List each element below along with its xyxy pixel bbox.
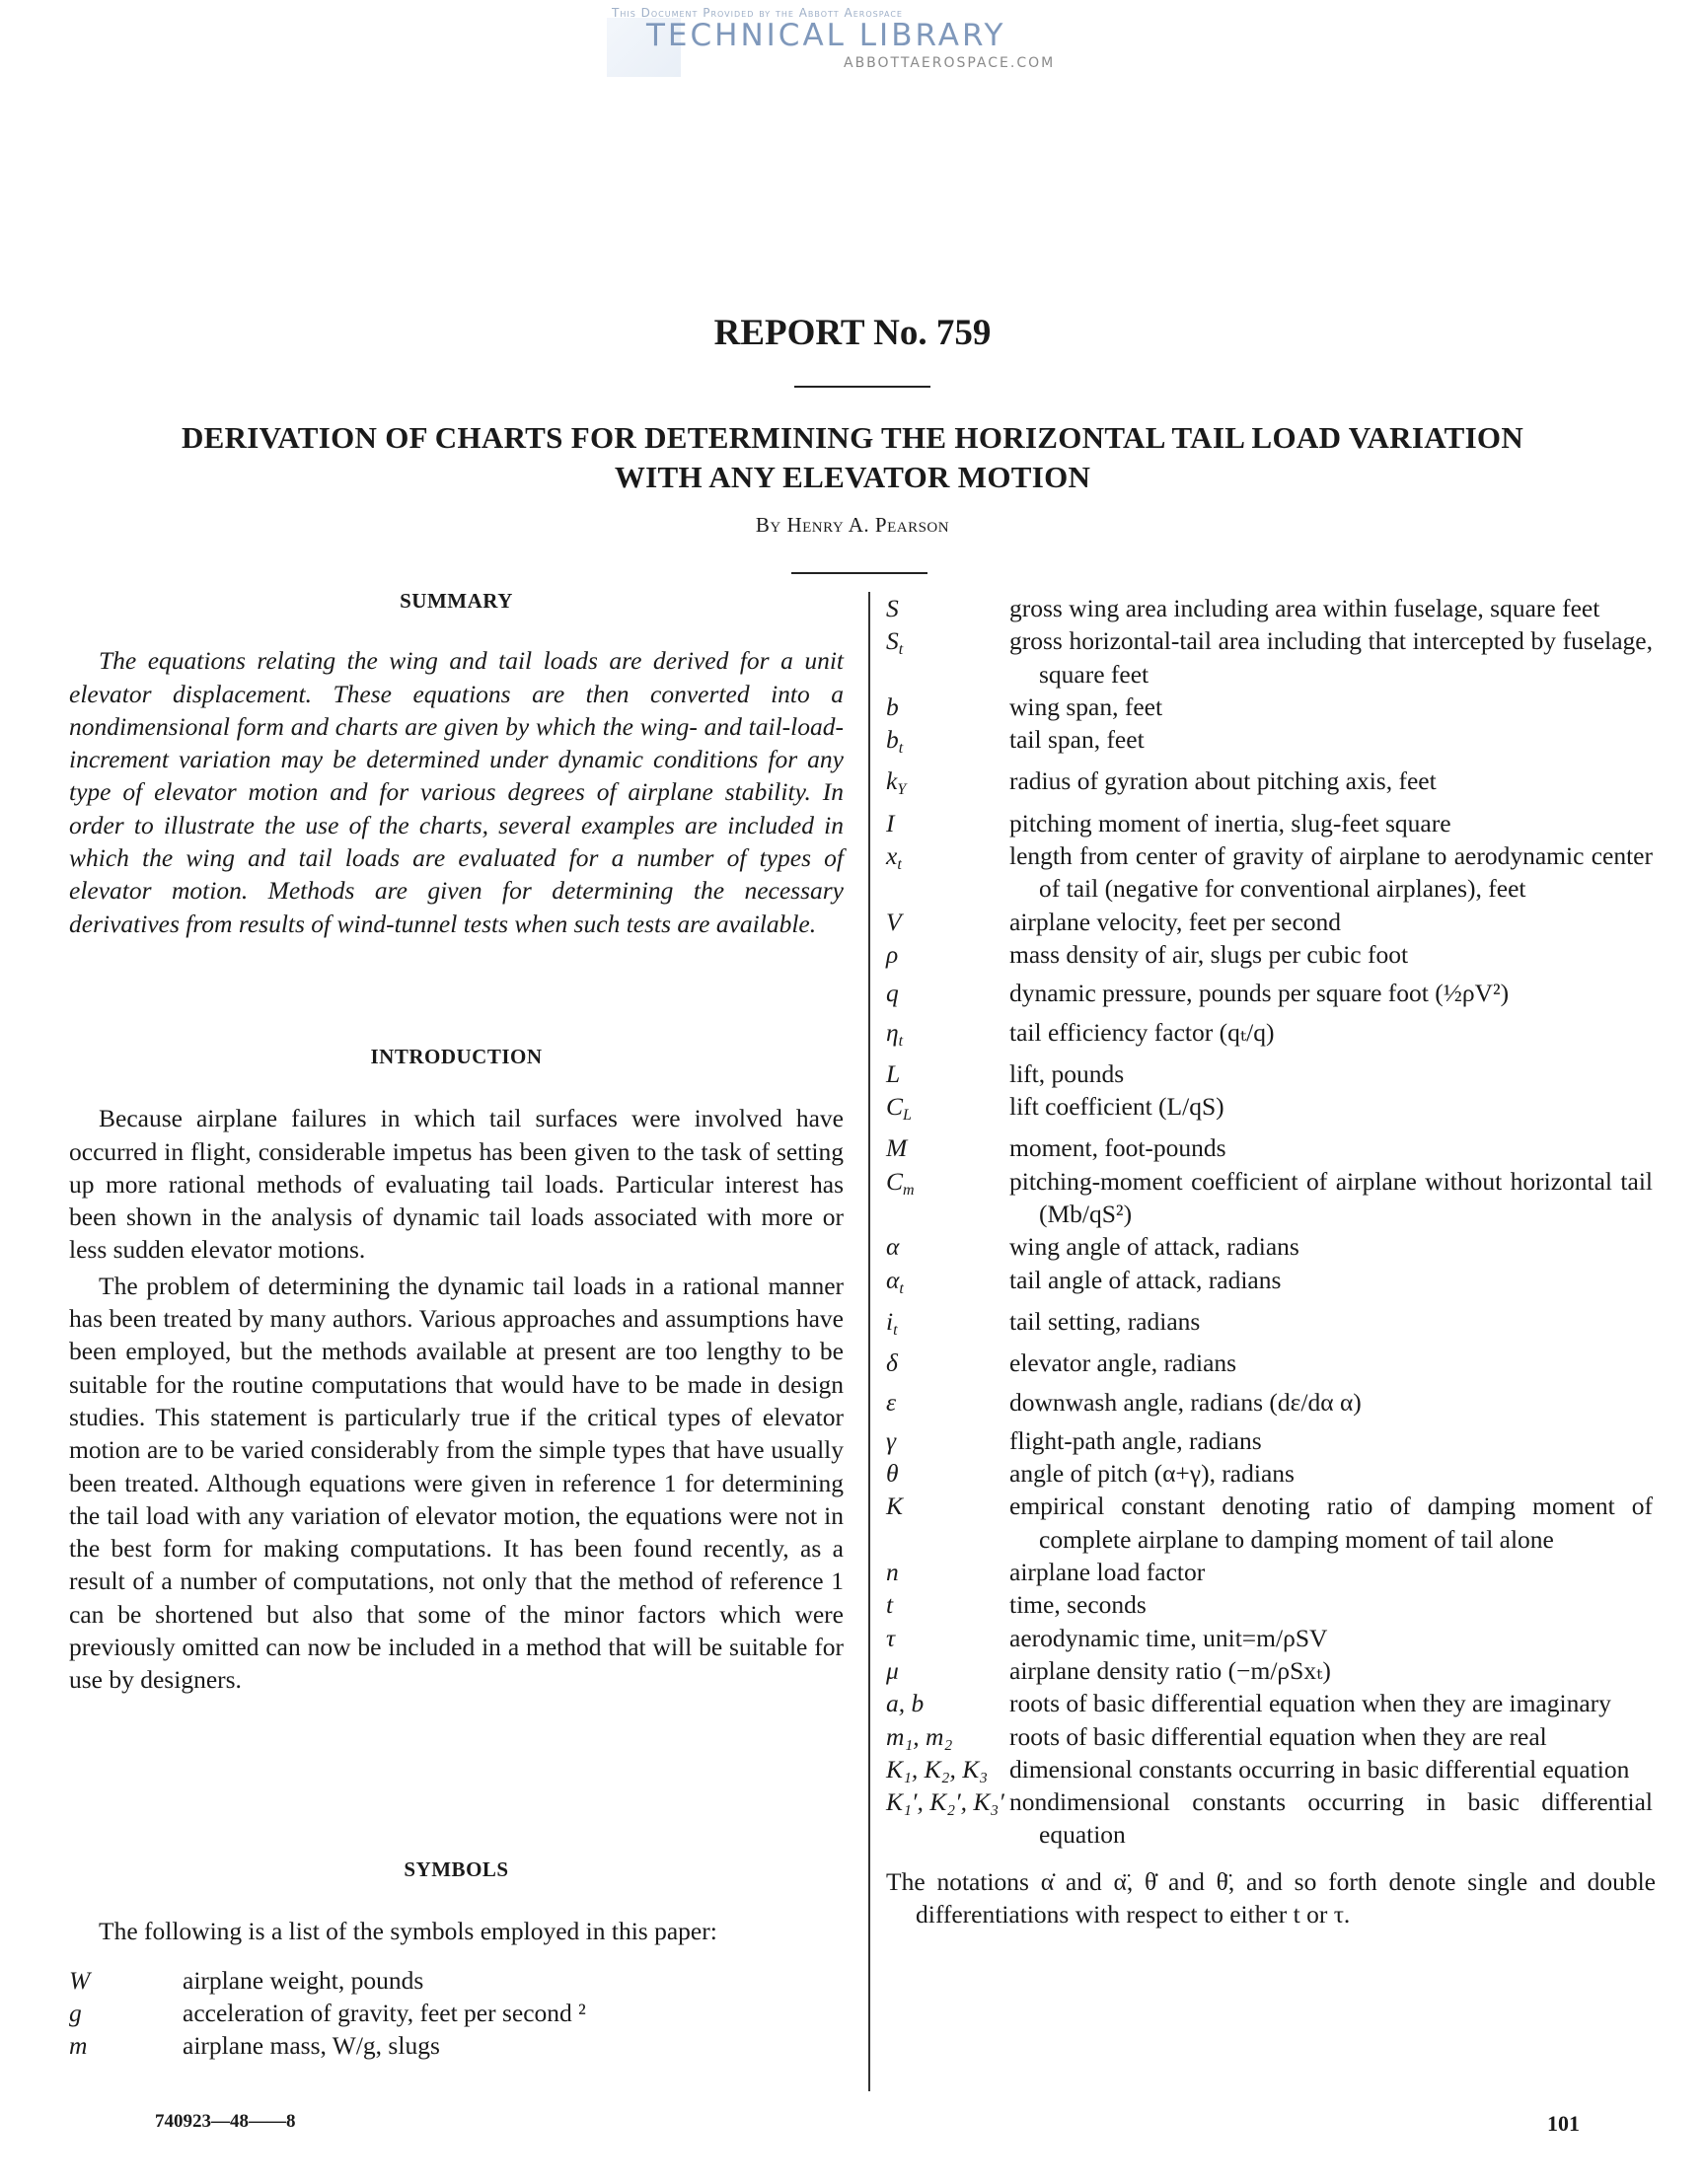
symbol-entry <box>886 1654 1656 1687</box>
symbol-entry <box>886 592 1656 624</box>
symbol-base: V <box>886 907 902 936</box>
symbol-base: γ <box>886 1425 897 1455</box>
symbol-entry <box>886 938 1656 971</box>
report-number: REPORT No. 759 <box>713 313 992 353</box>
symbol-description: tail efficiency factor (qₜ/q) <box>1009 1017 1275 1047</box>
symbol <box>886 764 1009 806</box>
symbol-description: mass density of air, slugs per cubic foot <box>1009 939 1409 969</box>
symbol-base: η <box>886 1017 899 1047</box>
symbol-description: acceleration of gravity, feet per second ² <box>183 1998 586 2027</box>
symbol <box>886 1165 1009 1231</box>
symbol-description: lift coefficient (L/qS) <box>1009 1092 1224 1122</box>
symbol-entry <box>886 1720 1656 1753</box>
symbols-section <box>69 1854 844 2062</box>
symbol <box>69 2029 183 2062</box>
symbol-base: n <box>886 1558 899 1587</box>
symbol-base: K₁′, K₂′, K₃′ <box>886 1787 1004 1817</box>
symbol-base: I <box>886 808 895 837</box>
symbol-base: L <box>886 1058 901 1088</box>
watermark-logo <box>592 4 1135 79</box>
symbol <box>886 592 1009 624</box>
symbol-subscript: t <box>898 1032 904 1050</box>
watermark-line2: TECHNICAL LIBRARY <box>646 18 1006 53</box>
symbol <box>886 1347 1009 1379</box>
symbol <box>886 839 1009 906</box>
symbols-list-left <box>69 1964 844 2063</box>
symbol-entry <box>886 1622 1656 1654</box>
symbol-base: m <box>69 2031 88 2061</box>
symbol-entry <box>886 1457 1656 1490</box>
symbol <box>886 1264 1009 1305</box>
symbol-base: M <box>886 1133 908 1163</box>
symbol-base: K <box>886 1492 904 1521</box>
symbol <box>886 1424 1009 1457</box>
symbol-description: moment, foot-pounds <box>1009 1133 1226 1163</box>
symbol-description: roots of basic differential equation when they are real <box>1009 1721 1547 1751</box>
introduction-heading: INTRODUCTION <box>370 1045 543 1068</box>
symbol-entry <box>886 624 1656 691</box>
symbol-base: C <box>886 1092 904 1122</box>
intro-paragraph: Because airplane failures in which tail surfaces were involved have occurred in flight, considerable impetus has been given to the task of setting up more rational methods of evaluating tail loads. Particular interest has been shown in the analysis of dynamic tail loads associated with more or less sudden elevator motions. <box>69 1104 844 1265</box>
symbol-entry <box>886 691 1656 723</box>
symbol-description: gross wing area including area within fuselage, square feet <box>1009 594 1600 622</box>
symbol-base: q <box>886 979 899 1008</box>
title-line-1: DERIVATION OF CHARTS FOR DETERMINING THE HORIZONTAL TAIL LOAD VARIATION <box>181 420 1524 455</box>
symbol-entry <box>886 1785 1656 1852</box>
title-rule <box>794 386 930 388</box>
symbol-entry <box>886 1380 1656 1424</box>
symbols-heading: SYMBOLS <box>404 1857 509 1881</box>
symbol <box>886 691 1009 723</box>
symbol-description: nondimensional constants occurring in basic differential equation <box>1009 1787 1653 1850</box>
byline: By Henry A. Pearson <box>755 513 950 537</box>
symbol-description: length from center of gravity of airplane to aerodynamic center of tail (negative for conventional airplanes), feet <box>1009 841 1653 904</box>
symbol-subscript: t <box>898 740 904 758</box>
intro-paragraph: The problem of determining the dynamic tail loads in a rational manner has been treated by many authors. Various approaches and assumptions have been employed, but the methods available at present are too lengthy to be suitable for the routine computations that would have to be made in design studies. This statement is particularly true if the critical types of elevator motion are to be varied considerably from the simple types that have usually been treated. Although equations were given in reference 1 for determining the tail load with any variation of elevator motion, the equations were not in the best form for making computations. It has been found recently, as a result of a number of computations, not only that the method of reference 1 can be shortened but also that some of the minor factors which were previously omitted can now be included in a method that will be suitable for use by designers. <box>69 1271 844 1695</box>
symbol <box>886 1720 1009 1753</box>
symbol <box>886 1230 1009 1263</box>
column-divider <box>868 592 870 2091</box>
symbol-entry <box>886 807 1656 839</box>
symbol-entry <box>886 764 1656 806</box>
symbol-base: m₁, m₂ <box>886 1721 953 1751</box>
symbols-list-right <box>886 592 1656 1930</box>
symbol-description: wing angle of attack, radians <box>1009 1232 1299 1262</box>
symbol-description: roots of basic differential equation when they are imaginary <box>1009 1689 1611 1718</box>
symbol <box>886 938 1009 971</box>
symbol-entry <box>886 1556 1656 1588</box>
symbol-entry <box>886 971 1656 1015</box>
symbol-base: b <box>886 725 899 755</box>
symbol-entry <box>886 1264 1656 1305</box>
symbol-entry <box>886 906 1656 938</box>
symbol-description: tail span, feet <box>1009 725 1145 755</box>
symbol-entry <box>886 1016 1656 1057</box>
symbol <box>886 1654 1009 1687</box>
symbol <box>69 1964 183 1997</box>
symbol-description: airplane density ratio (−m/ρSxₜ) <box>1009 1655 1331 1685</box>
symbol-base: i <box>886 1306 894 1336</box>
symbol <box>886 1305 1009 1347</box>
watermark-line3: ABBOTTAEROSPACE.COM <box>844 55 1056 71</box>
page-number: 101 <box>1547 2111 1580 2136</box>
byline-rule <box>791 572 927 574</box>
symbol-subscript: L <box>903 1107 912 1125</box>
symbol-base: S <box>886 594 899 622</box>
symbol-entry <box>886 1490 1656 1556</box>
symbol-entry <box>886 1305 1656 1347</box>
symbol <box>886 1016 1009 1057</box>
symbol-entry <box>886 1230 1656 1263</box>
symbol-description: empirical constant denoting ratio of damping moment of complete airplane to damping moment of tail alone <box>1009 1492 1653 1554</box>
symbol-description: pitching moment of inertia, slug-feet square <box>1009 808 1451 837</box>
symbol-entry <box>886 1687 1656 1719</box>
symbol-description: elevator angle, radians <box>1009 1348 1237 1378</box>
symbol-base: α <box>886 1232 900 1262</box>
symbol-subscript: m <box>903 1181 915 1199</box>
symbol-entry <box>886 1588 1656 1621</box>
symbol-description: airplane load factor <box>1009 1558 1206 1587</box>
symbol-description: airplane weight, pounds <box>183 1965 424 1995</box>
symbol-description: gross horizontal-tail area including that intercepted by fuselage, square feet <box>1009 626 1653 689</box>
symbol-entry <box>886 1057 1656 1090</box>
symbol-entry <box>886 1753 1656 1785</box>
symbol-description: tail setting, radians <box>1009 1306 1201 1336</box>
symbol-description: lift, pounds <box>1009 1058 1125 1088</box>
symbol-base: δ <box>886 1348 898 1378</box>
summary-text: The equations relating the wing and tail loads are derived for a unit elevator displacement. These equations are then converted into a nondimensional form and charts are given by which the wing- and tail-load-increment variation may be determined under dynamic conditions for any type of elevator motion and for various degrees of airplane stability. In order to illustrate the use of the charts, several examples are included in which the wing and tail loads are evaluated for a number of types of elevator motion. Methods are given for determining the necessary derivatives from results of wind-tunnel tests when such tests are available. <box>69 646 844 938</box>
symbol <box>886 1457 1009 1490</box>
symbol <box>886 1588 1009 1621</box>
symbol <box>886 1687 1009 1719</box>
symbol <box>886 1386 1009 1419</box>
symbol-description: aerodynamic time, unit=m/ρSV <box>1009 1623 1328 1652</box>
symbol-entry <box>886 1165 1656 1231</box>
notation-note: The notations α̇ and α̈, θ̇ and θ̈, and so forth denote single and double differentiations with respect to either t or τ. <box>886 1866 1656 1929</box>
symbol-entry <box>886 1131 1656 1164</box>
symbol-subscript: t <box>893 1321 898 1339</box>
symbol <box>886 1131 1009 1164</box>
symbol-base: K₁, K₂, K₃ <box>886 1754 989 1784</box>
symbol <box>886 1785 1009 1852</box>
symbol-description: pitching-moment coefficient of airplane without horizontal tail (Mb/qS²) <box>1009 1166 1653 1229</box>
title-line-2: WITH ANY ELEVATOR MOTION <box>614 460 1091 494</box>
symbol-description: airplane mass, W/g, slugs <box>183 2031 440 2061</box>
symbol-base: ε <box>886 1387 897 1417</box>
symbol-base: g <box>69 1998 82 2027</box>
symbol <box>886 1057 1009 1090</box>
symbol <box>886 624 1009 691</box>
symbol <box>886 1622 1009 1654</box>
symbol <box>886 977 1009 1009</box>
symbol-base: ρ <box>886 939 899 969</box>
symbol-base: θ <box>886 1459 899 1489</box>
symbol <box>886 1090 1009 1131</box>
symbol-entry <box>886 1424 1656 1457</box>
symbol-entry <box>886 1347 1656 1379</box>
symbol-description: dynamic pressure, pounds per square foot (½ρV²) <box>1009 979 1510 1008</box>
symbol <box>886 906 1009 938</box>
symbol-entry <box>69 2029 844 2062</box>
symbol-description: tail angle of attack, radians <box>1009 1265 1282 1294</box>
symbol-entry <box>69 1997 844 2029</box>
symbol <box>886 1490 1009 1556</box>
introduction-section <box>69 1041 844 1697</box>
symbol-base: α <box>886 1265 900 1294</box>
symbol-base: a, b <box>886 1689 925 1718</box>
symbol-description: airplane velocity, feet per second <box>1009 907 1342 936</box>
symbol-description: dimensional constants occurring in basic differential equation <box>1009 1754 1630 1784</box>
symbol <box>886 807 1009 839</box>
symbol-base: t <box>886 1590 894 1620</box>
symbol-entry <box>886 1090 1656 1131</box>
symbol <box>886 723 1009 764</box>
symbol-base: S <box>886 626 899 656</box>
symbol-description: angle of pitch (α+γ), radians <box>1009 1459 1295 1489</box>
symbol-subscript: t <box>897 856 902 874</box>
symbol-base: τ <box>886 1623 896 1652</box>
symbol-base: μ <box>886 1655 899 1685</box>
symbol-description: radius of gyration about pitching axis, feet <box>1009 766 1437 796</box>
symbol-base: b <box>886 692 899 721</box>
symbol <box>886 1556 1009 1588</box>
symbol-description: wing span, feet <box>1009 692 1163 721</box>
symbol-base: W <box>69 1965 91 1995</box>
symbol-subscript: t <box>899 1279 904 1297</box>
print-code: 740923—48——8 <box>155 2111 296 2132</box>
symbol-description: time, seconds <box>1009 1590 1147 1620</box>
page-title <box>0 418 1705 497</box>
summary-heading: SUMMARY <box>400 589 513 613</box>
symbol-description: downwash angle, radians (dε/dα α) <box>1009 1387 1362 1417</box>
symbol-base: C <box>886 1166 904 1196</box>
symbol <box>886 1753 1009 1785</box>
symbol-base: x <box>886 841 898 871</box>
symbols-intro: The following is a list of the symbols employed in this paper: <box>99 1917 717 1946</box>
summary-section <box>69 585 844 940</box>
symbol-subscript: t <box>898 641 904 659</box>
symbol <box>69 1997 183 2029</box>
symbol-base: k <box>886 766 898 796</box>
symbol-description: flight-path angle, radians <box>1009 1425 1262 1455</box>
watermark-line1: This Document Provided by the Abbott Aerospace <box>612 6 903 20</box>
symbol-entry <box>69 1964 844 1997</box>
symbol-entry <box>886 839 1656 906</box>
symbol-entry <box>886 723 1656 764</box>
symbol-subscript: Y <box>897 781 907 799</box>
